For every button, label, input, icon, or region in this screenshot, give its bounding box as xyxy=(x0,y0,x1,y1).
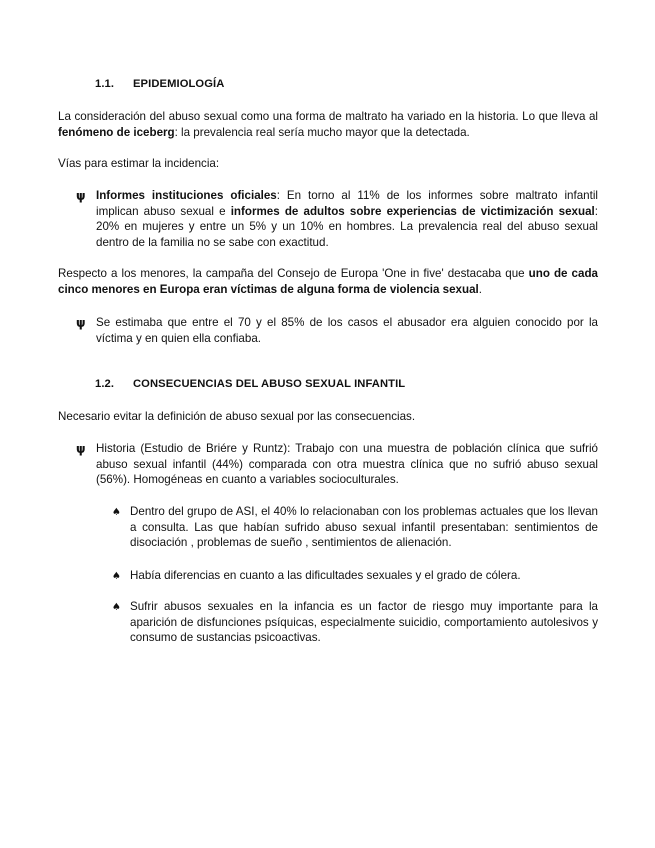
bullet-text: Historia (Estudio de Briére y Runtz): Trabajo con una muestra de población clínica que sufrió abuso sexual infantil (44%) comparada con otra muestra clínica que no sufrió abuso sexual (56%). Homogéneas en cuanto a variables socioculturales. xyxy=(96,442,598,487)
bullet-text: Dentro del grupo de ASI, el 40% lo relacionaban con los problemas actuales que los llevan a consulta. Las que habían sufrido abuso sexual infantil presentaban: sentimientos de disociación , problemas de sueño , sentimientos de alienación. xyxy=(130,505,598,550)
bold-term: Informes instituciones oficiales xyxy=(96,189,277,202)
subbullet-diferencias xyxy=(130,568,598,584)
paragraph-iceberg xyxy=(58,109,598,140)
paragraph-vias xyxy=(58,156,598,172)
spade-bullet-icon: ♠ xyxy=(112,507,121,518)
paragraph-text: La consideración del abuso sexual como una forma de maltrato ha variado en la historia. Lo que lleva al xyxy=(58,110,598,123)
spade-bullet-icon: ♠ xyxy=(112,571,121,582)
psi-bullet-icon: ψ xyxy=(76,316,86,330)
section-heading-epidemiologia xyxy=(95,77,224,93)
subbullet-riesgo xyxy=(130,599,598,646)
paragraph-text: Respecto a los menores, la campaña del Consejo de Europa 'One in five' destacaba que xyxy=(58,267,529,280)
bullet-historia xyxy=(96,441,598,488)
paragraph-text: . xyxy=(478,282,482,296)
bold-term: informes de adultos sobre experiencias de victimización sexual xyxy=(230,204,595,218)
paragraph-one-in-five xyxy=(58,266,598,297)
bullet-text: : En torno al 11% de los informes sobre maltrato infantil implican abuso sexual e xyxy=(96,189,598,218)
section-heading-consecuencias xyxy=(95,377,405,393)
paragraph-necesario xyxy=(58,409,598,425)
paragraph-text: Vías para estimar la incidencia: xyxy=(58,157,220,170)
bullet-abusador xyxy=(96,315,598,346)
bullet-informes xyxy=(96,188,598,251)
bullet-text: : 20% en mujeres y entre un 5% y un 10% en hombres. La prevalencia real del abuso sexual dentro de la familia no se sabe con exactitud. xyxy=(96,204,598,250)
bullet-text: Se estimaba que entre el 70 y el 85% de los casos el abusador era alguien conocido por la víctima y en quien ella confiaba. xyxy=(96,316,598,345)
psi-bullet-icon: ψ xyxy=(76,442,86,456)
paragraph-text: Necesario evitar la definición de abuso sexual por las consecuencias. xyxy=(58,410,416,423)
section-number: 1.1. xyxy=(95,78,115,90)
bold-term: uno de cada cinco menores en Europa eran víctimas de alguna forma de violencia sexual xyxy=(58,267,598,296)
section-number: 1.2. xyxy=(95,378,115,390)
section-title: CONSECUENCIAS DEL ABUSO SEXUAL INFANTIL xyxy=(133,378,406,390)
bold-term: fenómeno de iceberg xyxy=(58,125,175,139)
bullet-text: Había diferencias en cuanto a las dificultades sexuales y el grado de cólera. xyxy=(130,569,521,582)
paragraph-text: : la prevalencia real sería mucho mayor que la detectada. xyxy=(174,125,470,139)
section-title: EPIDEMIOLOGÍA xyxy=(133,78,225,90)
psi-bullet-icon: ψ xyxy=(76,189,86,203)
bullet-text: Sufrir abusos sexuales en la infancia es un factor de riesgo muy importante para la aparición de disfunciones psíquicas, especialmente suicidio, comportamiento autolesivos y consumo de sustancias psicoactivas. xyxy=(130,600,598,645)
spade-bullet-icon: ♠ xyxy=(112,602,121,613)
subbullet-asi xyxy=(130,504,598,551)
